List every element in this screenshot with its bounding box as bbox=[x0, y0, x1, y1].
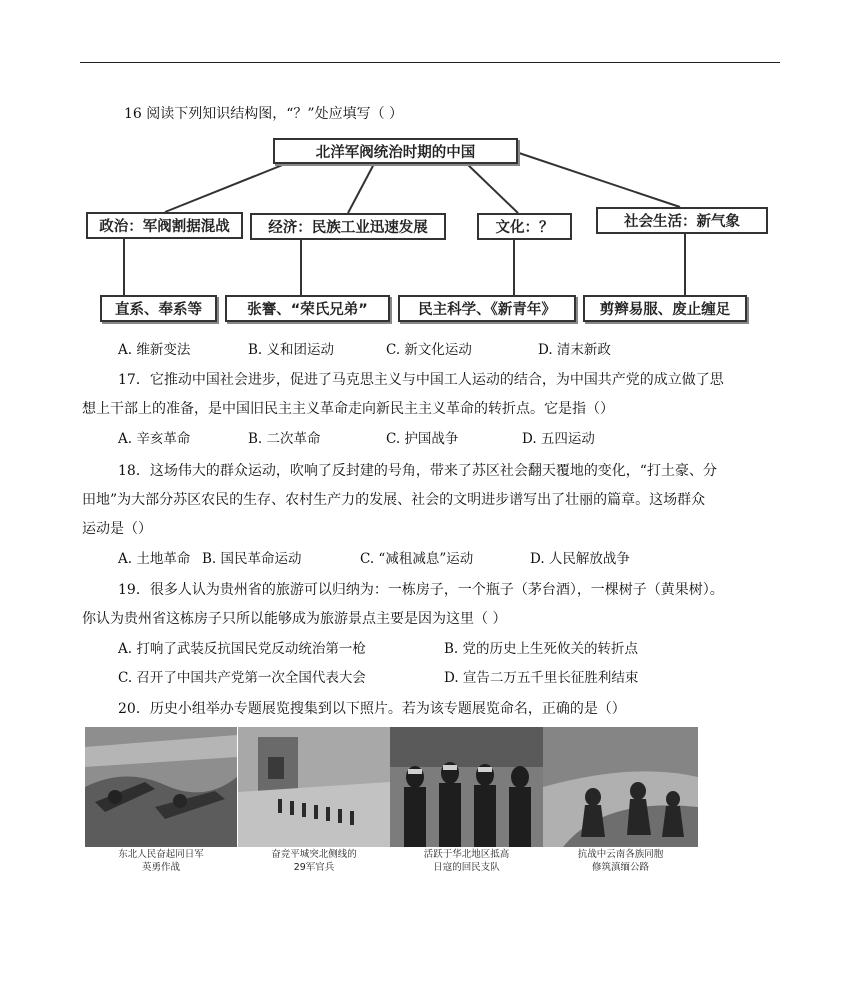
photo-northeast-image bbox=[85, 727, 237, 847]
q19-stem-line2: 你认为贵州省这栋房子只所以能够成为旅游景点主要是因为这里（ ） bbox=[82, 611, 507, 627]
caption-4-line2: 修筑滇缅公路 bbox=[591, 862, 649, 873]
connector-politics bbox=[123, 239, 125, 295]
caption-3-line2: 日寇的回民支队 bbox=[433, 862, 500, 873]
q19-stem-line1: 19．很多人认为贵州省的旅游可以归纳为：一栋房子，一个瓶子（茅台酒），一棵树子（黄果树）。 bbox=[118, 582, 724, 598]
leaf-culture: 民主科学、《新青年》 bbox=[398, 295, 576, 322]
diagram-connectors bbox=[0, 0, 860, 340]
q17-stem-line2: 想上干部上的准备，是中国旧民主主义革命走向新民主主义革命的转折点。它是指（） bbox=[82, 401, 614, 417]
q18-stem-line1: 18．这场伟大的群众运动，吹响了反封建的号角，带来了苏区社会翻天覆地的变化，“打土豪、分 bbox=[118, 463, 717, 479]
q18-stem-line2: 田地”为大部分苏区农民的生存、农村生产力的发展、社会的文明进步谱写出了壮丽的篇章。这场群众 bbox=[82, 492, 706, 508]
photo-yunnan-road bbox=[543, 727, 698, 847]
q18-option-a[interactable]: A. 土地革命 bbox=[118, 551, 191, 567]
q17-option-d[interactable]: D. 五四运动 bbox=[522, 431, 595, 447]
photo-northeast-resistance bbox=[85, 727, 237, 847]
q16-option-c[interactable]: C. 新文化运动 bbox=[386, 342, 472, 358]
leaf-politics: 直系、奉系等 bbox=[100, 295, 217, 322]
caption-2-line2: 29军官兵 bbox=[293, 862, 335, 873]
photo-caption-4 bbox=[543, 848, 698, 874]
q18-option-b[interactable]: B. 国民革命运动 bbox=[202, 551, 302, 567]
q18-option-c[interactable]: C. “减租减息”运动 bbox=[360, 551, 474, 567]
branch-culture: 文化：？ bbox=[477, 213, 572, 240]
q16-option-b[interactable]: B. 义和团运动 bbox=[248, 342, 335, 358]
branch-society: 社会生活：新气象 bbox=[596, 207, 768, 234]
photo-29th-army-image bbox=[238, 727, 390, 847]
photo-yunnan-road-image bbox=[543, 727, 698, 847]
connector-culture bbox=[513, 240, 515, 295]
q16-option-a[interactable]: A. 维新变法 bbox=[118, 342, 191, 358]
photo-caption-1 bbox=[85, 848, 237, 874]
q17-option-a[interactable]: A. 辛亥革命 bbox=[118, 431, 191, 447]
q18-option-d[interactable]: D. 人民解放战争 bbox=[530, 551, 630, 567]
q17-stem-line1: 17．它推动中国社会进步，促进了马克思主义与中国工人运动的结合，为中国共产党的成立做了思 bbox=[118, 372, 724, 388]
q17-option-c[interactable]: C. 护国战争 bbox=[386, 431, 459, 447]
connector-society bbox=[684, 234, 686, 295]
connector-economy bbox=[300, 240, 302, 295]
caption-3-line1: 活跃于华北地区抵高 bbox=[423, 849, 510, 860]
q16-option-d[interactable]: D. 清末新政 bbox=[538, 342, 611, 358]
caption-4-line1: 抗战中云南各族同胞 bbox=[577, 849, 664, 860]
photo-caption-3 bbox=[390, 848, 543, 874]
diagram-root: 北洋军阀统治时期的中国 bbox=[273, 138, 518, 164]
q18-stem-line3: 运动是（） bbox=[82, 521, 152, 537]
caption-1-line2: 英勇作战 bbox=[141, 862, 180, 873]
caption-2-line1: 奋竞平城突北侧线的 bbox=[271, 849, 357, 860]
branch-economy: 经济：民族工业迅速发展 bbox=[250, 213, 446, 240]
leaf-economy: 张謇、“荣氏兄弟” bbox=[225, 295, 390, 322]
photo-hui-detachment-image bbox=[390, 727, 543, 847]
photo-caption-2 bbox=[238, 848, 390, 874]
q19-option-d[interactable]: D. 宣告二万五千里长征胜利结束 bbox=[444, 670, 639, 686]
branch-politics: 政治：军阀割据混战 bbox=[86, 212, 243, 239]
caption-1-line1: 东北人民奋起同日军 bbox=[118, 849, 204, 860]
photo-hui-detachment bbox=[390, 727, 543, 847]
q19-option-c[interactable]: C. 召开了中国共产党第一次全国代表大会 bbox=[118, 670, 366, 686]
q19-option-b[interactable]: B. 党的历史上生死攸关的转折点 bbox=[444, 641, 639, 657]
q16-stem: 16 阅读下列知识结构图，“？”处应填写（ ） bbox=[124, 106, 404, 122]
q17-option-b[interactable]: B. 二次革命 bbox=[248, 431, 321, 447]
photo-29th-army bbox=[238, 727, 390, 847]
leaf-society: 剪辫易服、废止缠足 bbox=[583, 295, 747, 322]
q19-option-a[interactable]: A. 打响了武装反抗国民党反动统治第一枪 bbox=[118, 641, 366, 657]
q20-stem: 20．历史小组举办专题展览搜集到以下照片。若为该专题展览命名，正确的是（） bbox=[118, 701, 626, 717]
